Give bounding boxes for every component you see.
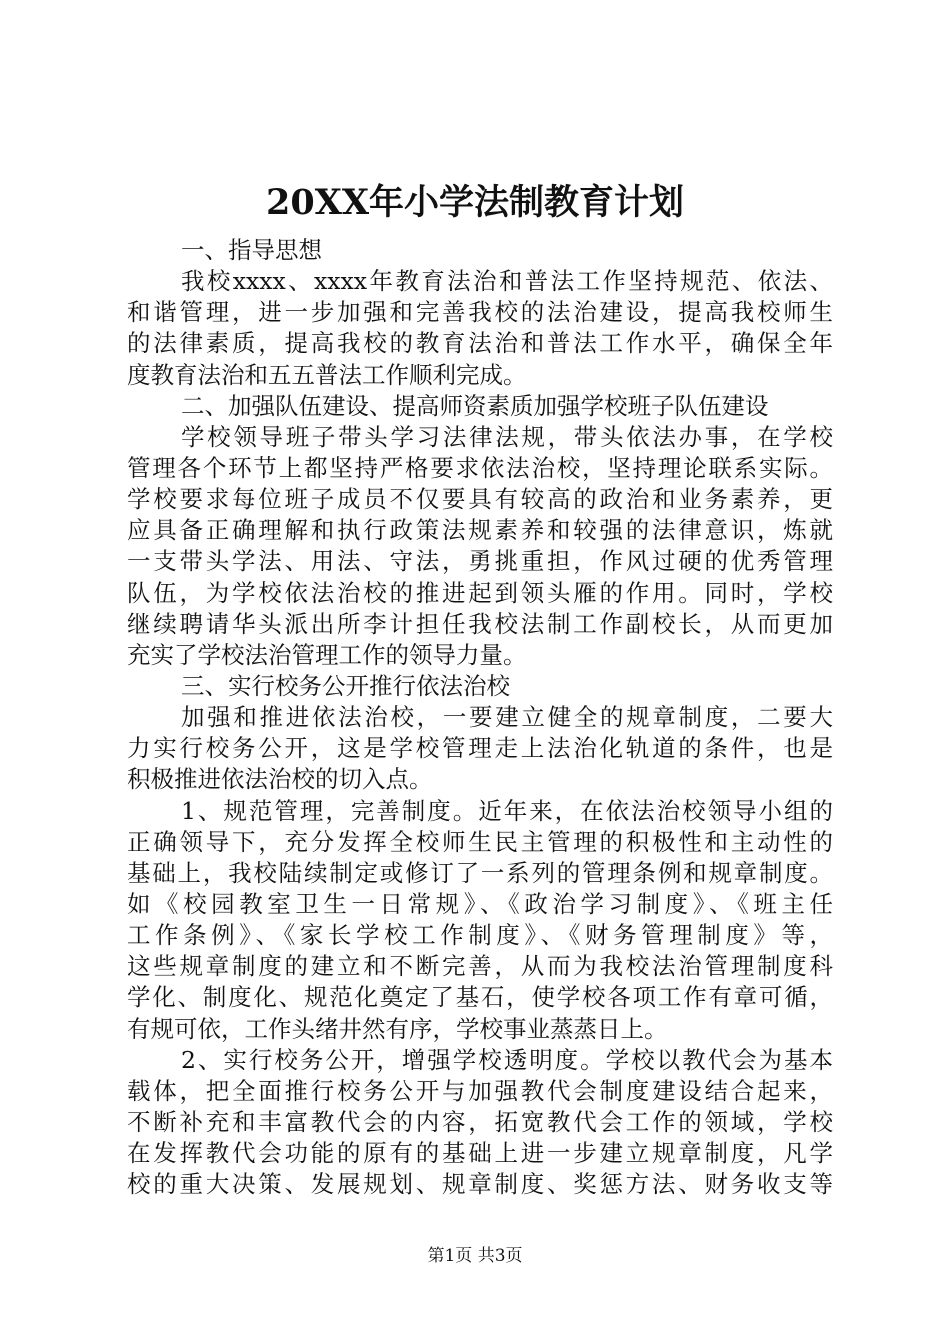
paragraph-line: 在发挥教代会功能的原有的基础上进一步建立规章制度，凡学 <box>127 1139 833 1168</box>
paragraph-line: 继续聘请华头派出所李计担任我校法制工作副校长，从而更加 <box>127 609 833 638</box>
paragraph-line: 如《校园教室卫生一日常规》、《政治学习制度》、《班主任 <box>127 889 833 918</box>
paragraph-line: 学校领导班子带头学习法律法规，带头依法办事，在学校 <box>181 422 833 451</box>
document-body <box>127 235 833 1200</box>
paragraph-line: 1、规范管理，完善制度。近年来，在依法治校领导小组的 <box>181 796 833 825</box>
paragraph-line: 不断补充和丰富教代会的内容，拓宽教代会工作的领域，学校 <box>127 1107 833 1136</box>
paragraph-line: 载体，把全面推行校务公开与加强教代会制度建设结合起来， <box>127 1076 833 1105</box>
paragraph-line: 度教育法治和五五普法工作顺利完成。 <box>127 360 527 389</box>
paragraph-line: 充实了学校法治管理工作的领导力量。 <box>127 640 527 669</box>
paragraph-line: 学校要求每位班子成员不仅要具有较高的政治和业务素养，更 <box>127 485 833 514</box>
section-heading-team-building: 二、加强队伍建设、提高师资素质加强学校班子队伍建设 <box>181 391 769 420</box>
section-heading-open-affairs: 三、实行校务公开推行依法治校 <box>181 671 510 700</box>
paragraph-line: 加强和推进依法治校，一要建立健全的规章制度，二要大 <box>181 703 833 732</box>
paragraph-line: 队伍，为学校依法治校的推进起到领头雁的作用。同时，学校 <box>127 578 833 607</box>
paragraph-line: 和谐管理，进一步加强和完善我校的法治建设，提高我校师生 <box>127 298 833 327</box>
paragraph-line: 校的重大决策、发展规划、规章制度、奖惩方法、财务收支等 <box>127 1170 833 1199</box>
paragraph-line: 正确领导下，充分发挥全校师生民主管理的积极性和主动性的 <box>127 827 833 856</box>
paragraph-line: 工作条例》、《家长学校工作制度》、《财务管理制度》等， <box>127 921 833 950</box>
paragraph-line: 有规可依，工作头绪井然有序，学校事业蒸蒸日上。 <box>127 1014 668 1043</box>
paragraph-line: 管理各个环节上都坚持严格要求依法治校，坚持理论联系实际。 <box>127 453 833 482</box>
paragraph-line: 积极推进依法治校的切入点。 <box>127 765 433 794</box>
paragraph-line: 我校xxxx、xxxx年教育法治和普法工作坚持规范、依法、 <box>181 267 833 296</box>
paragraph-line: 基础上，我校陆续制定或修订了一系列的管理条例和规章制度。 <box>127 858 833 887</box>
paragraph-line: 一支带头学法、用法、守法，勇挑重担，作风过硬的优秀管理 <box>127 547 833 576</box>
paragraph-line: 应具备正确理解和执行政策法规素养和较强的法律意识，炼就 <box>127 516 833 545</box>
paragraph-line: 学化、制度化、规范化奠定了基石，使学校各项工作有章可循， <box>127 983 833 1012</box>
page-indicator: 第1页 共3页 <box>427 1246 523 1266</box>
paragraph-line: 这些规章制度的建立和不断完善，从而为我校法治管理制度科 <box>127 952 833 981</box>
section-heading-guiding-ideology: 一、指导思想 <box>181 236 322 264</box>
paragraph-line: 力实行校务公开，这是学校管理走上法治化轨道的条件，也是 <box>127 734 833 763</box>
paragraph-line: 的法律素质，提高我校的教育法治和普法工作水平，确保全年 <box>127 329 833 358</box>
document-title: 20XX年小学法制教育计划 <box>265 182 685 223</box>
paragraph-line: 2、实行校务公开，增强学校透明度。学校以教代会为基本 <box>181 1045 833 1074</box>
